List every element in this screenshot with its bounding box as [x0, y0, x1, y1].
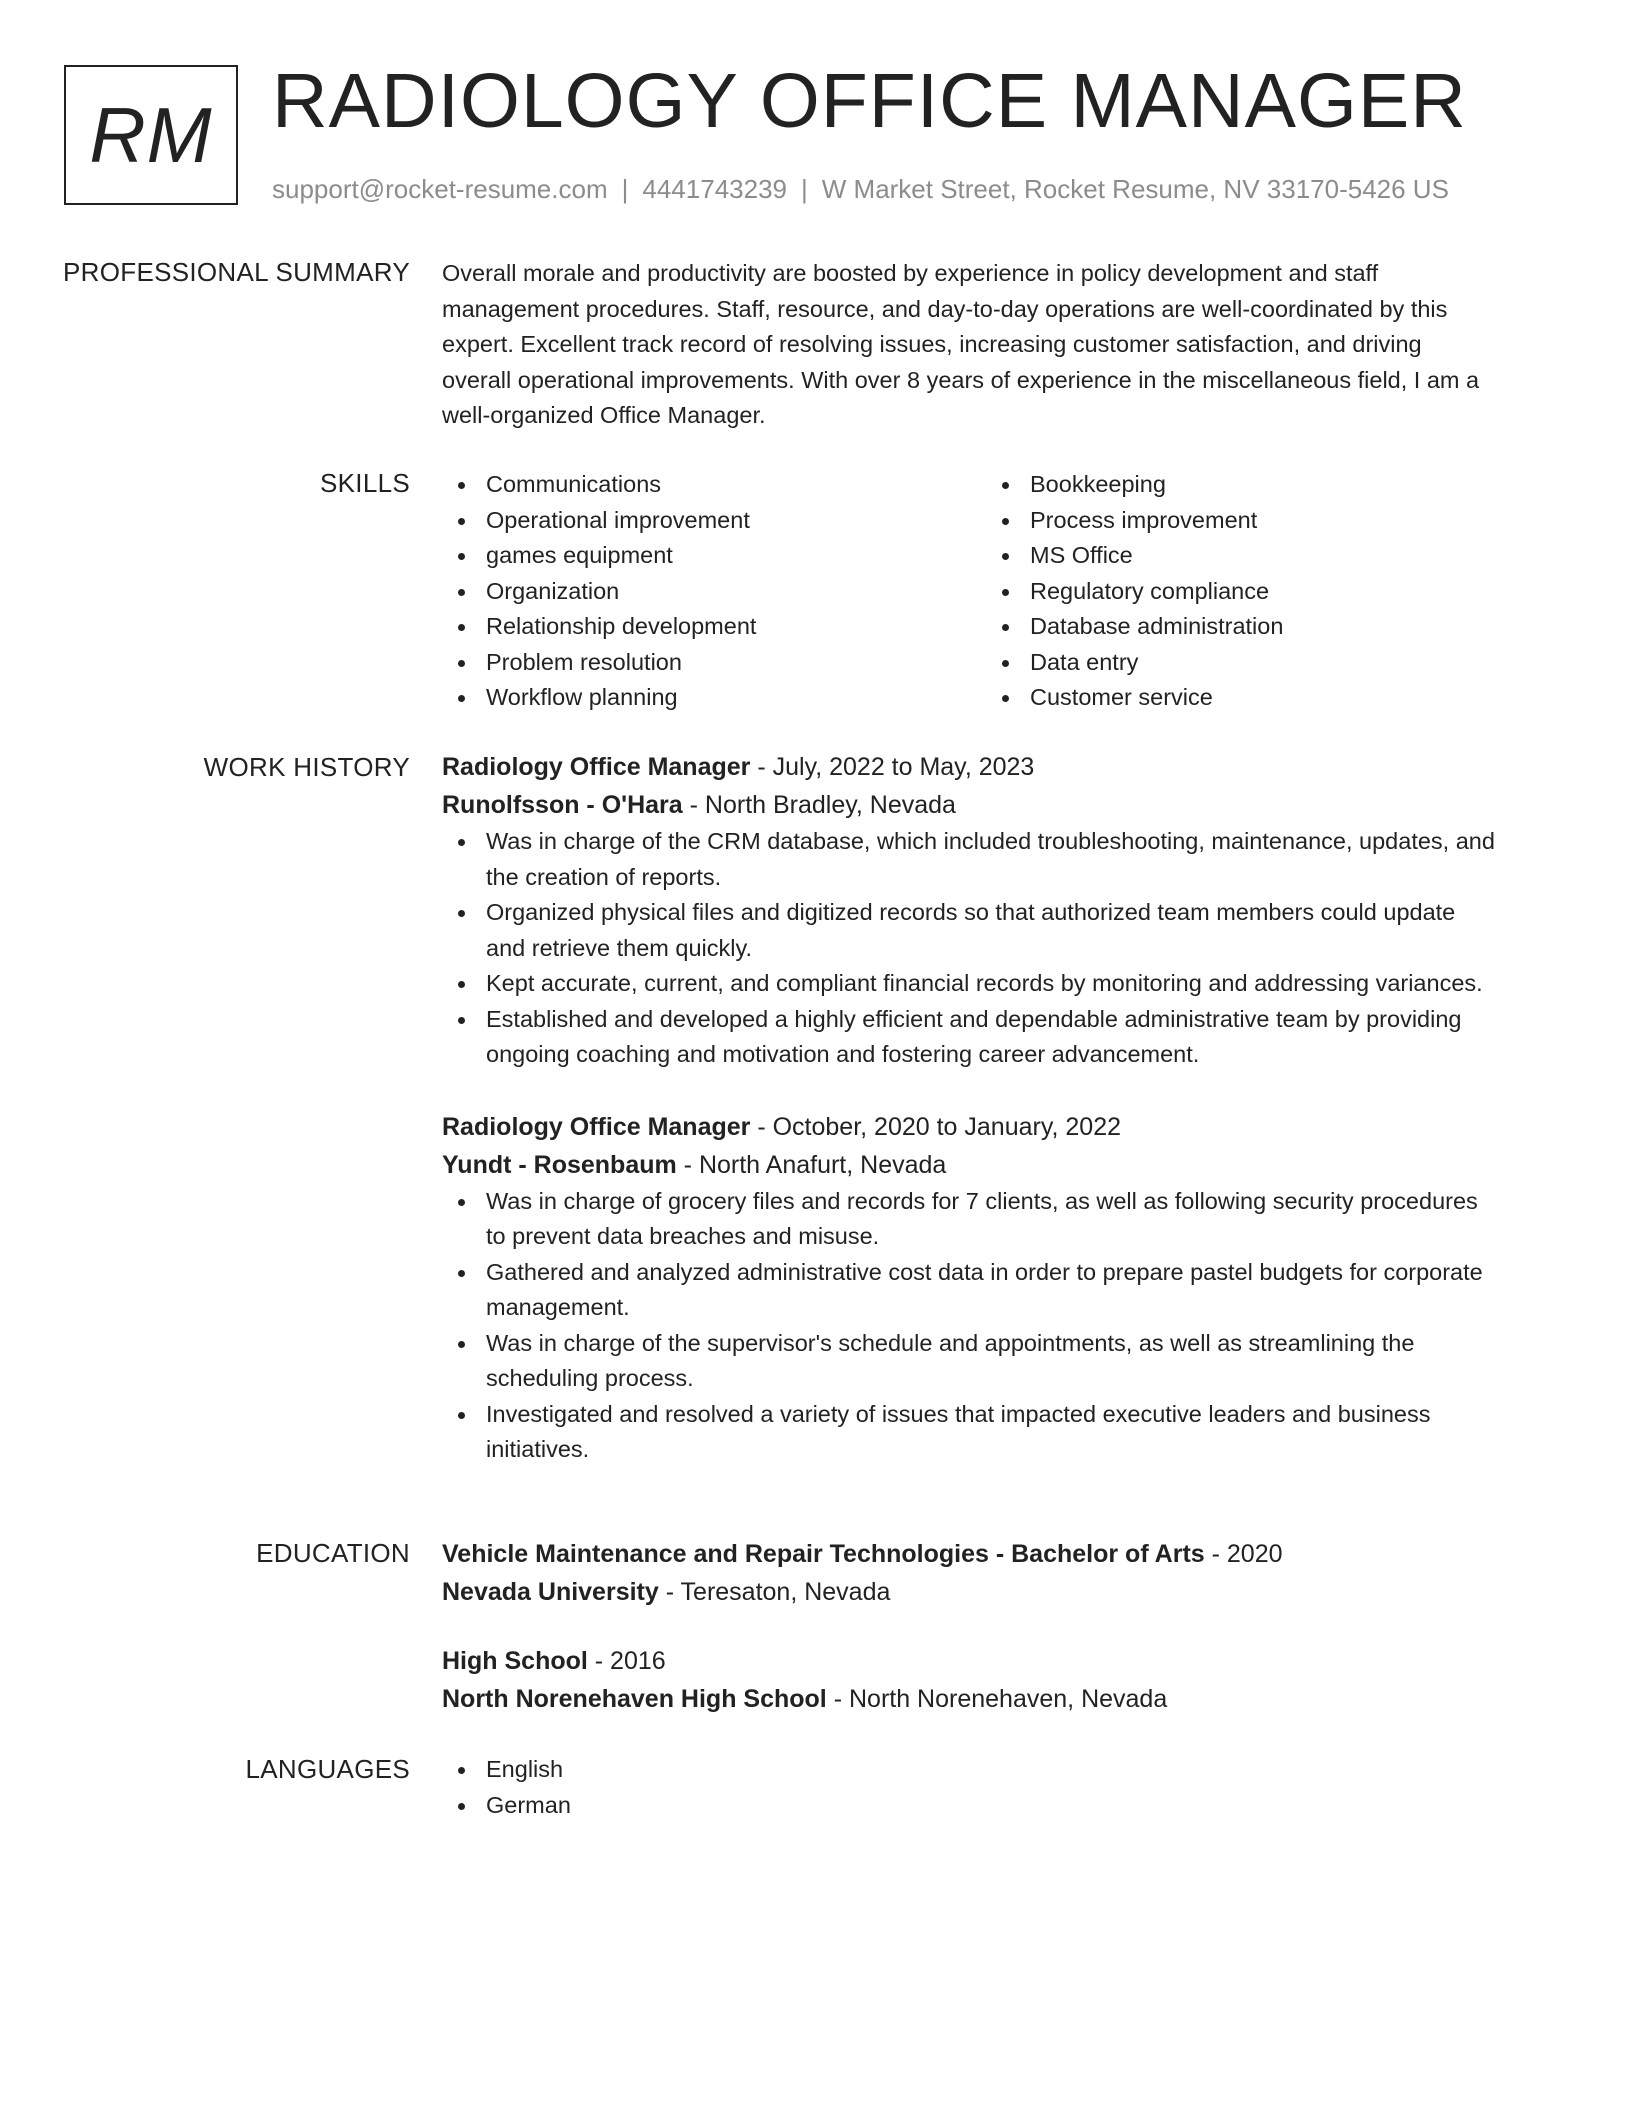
section-label-summary: PROFESSIONAL SUMMARY	[63, 257, 410, 287]
education-degree: High School	[442, 1647, 588, 1675]
job-company-line	[442, 786, 1542, 824]
skill-item: Database administration	[986, 609, 1530, 645]
bullet-line: Kept accurate, current, and compliant financial records by monitoring and addressing variances.	[486, 970, 1483, 996]
job-bullets	[442, 1184, 1542, 1468]
education-school: Nevada University	[442, 1578, 659, 1606]
bullet-line: scheduling process.	[486, 1365, 694, 1391]
skills-list-right	[986, 467, 1530, 716]
education-degree: Vehicle Maintenance and Repair Technologies - Bachelor of Arts	[442, 1540, 1205, 1568]
skill-item: Data entry	[986, 645, 1530, 681]
summary-text	[442, 256, 1542, 434]
monogram-logo: RM	[64, 65, 238, 205]
job-bullet	[442, 1397, 1542, 1468]
job-bullet	[442, 895, 1542, 966]
contact-phone: 4441743239	[642, 174, 787, 204]
bullet-line: Gathered and analyzed administrative cost data in order to prepare pastel budgets for corporate	[486, 1258, 1483, 1285]
education-school-line	[442, 1573, 1542, 1611]
skill-item: Regulatory compliance	[986, 574, 1530, 610]
section-label-work: WORK HISTORY	[203, 752, 410, 782]
skill-item: Operational improvement	[442, 503, 986, 539]
bullet-line: Was in charge of the supervisor's schedule and appointments, as well as streamlining the	[486, 1329, 1415, 1356]
job-bullet	[442, 1184, 1542, 1255]
bullet-line: and retrieve them quickly.	[486, 934, 753, 961]
education-location: - North Norenehaven, Nevada	[826, 1685, 1168, 1713]
job-dates: - July, 2022 to May, 2023	[750, 753, 1035, 781]
education-degree-line	[442, 1535, 1542, 1573]
summary-line: expert. Excellent track record of resolving issues, increasing customer satisfaction, and driving	[442, 331, 1422, 357]
language-item: English	[442, 1752, 1542, 1788]
bullet-line: initiatives.	[486, 1436, 590, 1462]
bullet-line: Was in charge of grocery files and records for 7 clients, as well as following security procedures	[486, 1187, 1478, 1214]
bullet-line: the creation of reports.	[486, 863, 722, 890]
contact-separator: |	[621, 174, 629, 204]
bullet-line: management.	[486, 1294, 630, 1320]
job-bullet	[442, 824, 1542, 895]
bullet-line: Organized physical files and digitized records so that authorized team members could update	[486, 899, 1456, 925]
skills-column-left	[442, 467, 986, 716]
education-degree-line	[442, 1642, 1542, 1680]
education-school: North Norenehaven High School	[442, 1685, 827, 1713]
summary-line: management procedures. Staff, resource, and day-to-day operations are well-coordinated by this	[442, 295, 1448, 322]
work-history-body	[442, 748, 1542, 1468]
job-bullet	[442, 966, 1542, 1002]
bullet-line: Established and developed a highly efficient and dependable administrative team by providing	[486, 1005, 1462, 1032]
summary-line: overall operational improvements. With over 8 years of experience in the miscellaneous field, I am a	[442, 366, 1480, 393]
skill-item: Customer service	[986, 680, 1530, 716]
bullet-line: Investigated and resolved a variety of issues that impacted executive leaders and business	[486, 1400, 1431, 1427]
skills-list-left	[442, 467, 986, 716]
skill-item: Communications	[442, 467, 986, 503]
contact-address: W Market Street, Rocket Resume, NV 33170-5426 US	[821, 174, 1449, 204]
contact-separator: |	[801, 174, 808, 204]
skills-column-right	[986, 467, 1530, 716]
job-entry	[442, 1108, 1542, 1468]
job-dates: - October, 2020 to January, 2022	[750, 1112, 1121, 1141]
education-year: - 2020	[1204, 1540, 1283, 1568]
skill-item: MS Office	[986, 538, 1530, 574]
job-bullet	[442, 1326, 1542, 1397]
contact-email: support@rocket-resume.com	[272, 174, 608, 204]
skill-item: Problem resolution	[442, 645, 986, 681]
summary-body	[442, 256, 1542, 434]
job-entry	[442, 748, 1542, 1073]
education-year: - 2016	[587, 1647, 666, 1675]
job-bullet	[442, 1255, 1542, 1326]
resume-title: RADIOLOGY OFFICE MANAGER	[272, 58, 1467, 144]
skill-item: Workflow planning	[442, 680, 986, 716]
job-company: Yundt - Rosenbaum	[442, 1150, 677, 1179]
skill-item: games equipment	[442, 538, 986, 574]
summary-line: well-organized Office Manager.	[442, 402, 766, 428]
job-title-line	[442, 748, 1542, 786]
skills-body	[442, 467, 1542, 716]
job-company: Runolfsson - O'Hara	[442, 791, 683, 819]
education-entry	[442, 1642, 1542, 1718]
job-title: Radiology Office Manager	[442, 753, 751, 781]
education-location: - Teresaton, Nevada	[658, 1578, 891, 1606]
summary-line: Overall morale and productivity are boosted by experience in policy development and staff	[442, 260, 1379, 286]
job-bullets	[442, 824, 1542, 1073]
contact-line	[272, 173, 1449, 205]
job-location: - North Bradley, Nevada	[682, 791, 956, 819]
job-location: - North Anafurt, Nevada	[676, 1150, 947, 1179]
skill-item: Organization	[442, 574, 986, 610]
job-company-line	[442, 1146, 1542, 1184]
bullet-line: ongoing coaching and motivation and fostering career advancement.	[486, 1041, 1200, 1067]
languages-body	[442, 1752, 1542, 1823]
job-title: Radiology Office Manager	[442, 1112, 751, 1141]
languages-list	[442, 1752, 1542, 1823]
bullet-line: to prevent data breaches and misuse.	[486, 1223, 880, 1249]
skill-item: Process improvement	[986, 503, 1530, 539]
language-item: German	[442, 1788, 1542, 1824]
job-bullet	[442, 1002, 1542, 1073]
education-school-line	[442, 1680, 1542, 1718]
section-label-languages: LANGUAGES	[245, 1754, 410, 1784]
section-label-education: EDUCATION	[256, 1538, 410, 1568]
bullet-line: Was in charge of the CRM database, which included troubleshooting, maintenance, updates, and	[486, 828, 1495, 854]
skill-item: Relationship development	[442, 609, 986, 645]
job-title-line	[442, 1108, 1542, 1146]
education-entry	[442, 1535, 1542, 1611]
education-body	[442, 1535, 1542, 1718]
section-label-skills: SKILLS	[320, 468, 410, 498]
skill-item: Bookkeeping	[986, 467, 1530, 503]
